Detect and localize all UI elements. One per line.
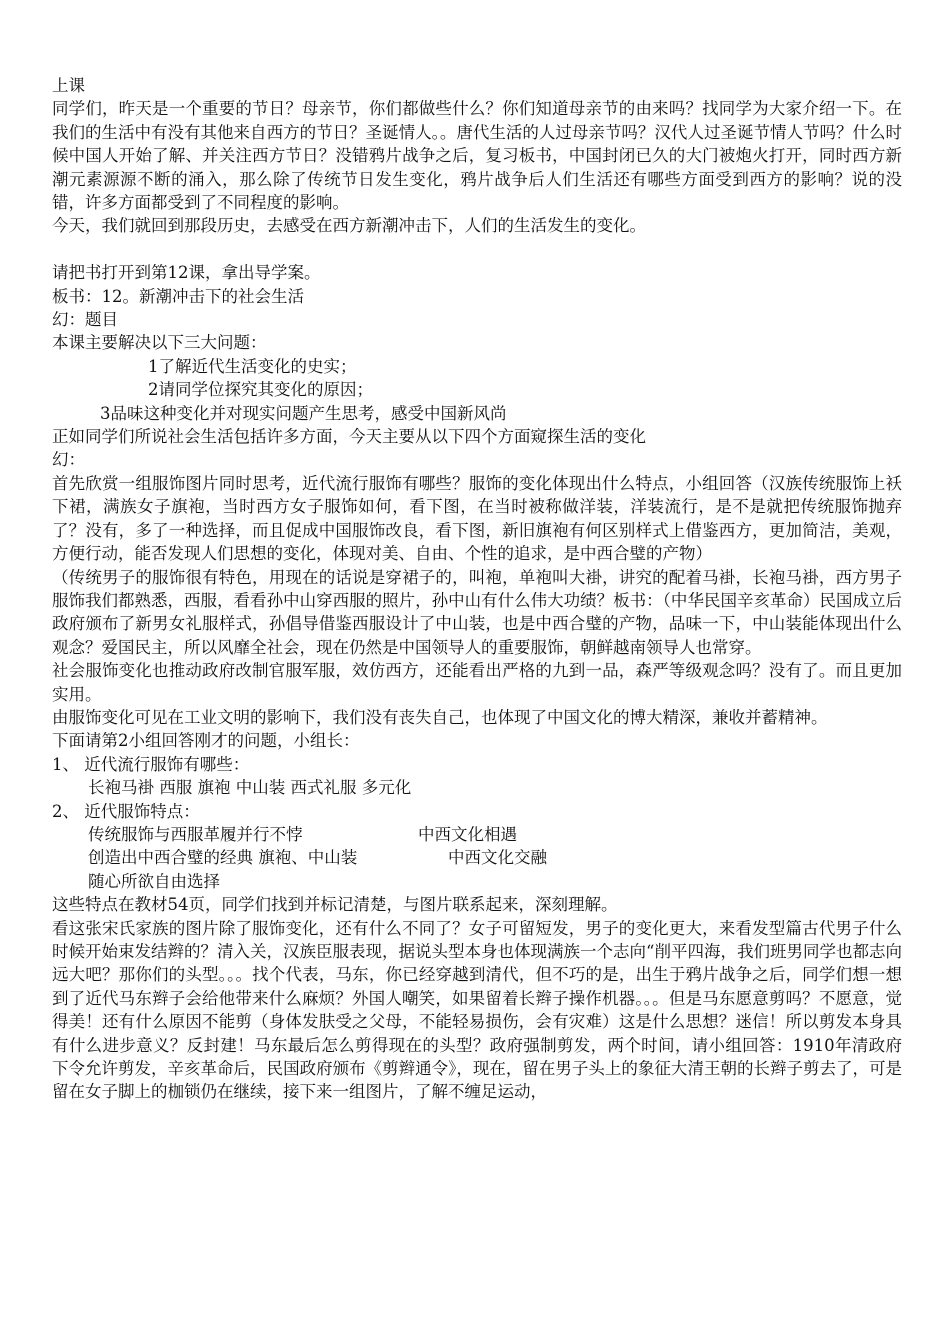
blank-line — [52, 238, 902, 261]
feature-row-2 — [52, 846, 902, 869]
intro-paragraph: 同学们，昨天是一个重要的节日？母亲节，你们都做些什么？你们知道母亲节的由来吗？找同学为大家介绍一下。在我们的生活中有没有其他来自西方的节日？圣诞情人。。唐代生活的人过母亲节吗？汉代人过圣诞节情人节吗？什么时候中国人开始了解、并关注西方节日？没错鸦片战争之后，复习板书，中国封闭已久的大门被炮火打开，同时西方新潮元素源源不断的涌入，那么除了传统节日发生变化，鸦片战争后人们生活还有哪些方面受到西方的影响？说的没错，许多方面都受到了不同程度的影响。 — [52, 99, 902, 213]
feature-row-3: 随心所欲自由选择 — [88, 871, 220, 891]
feature-1-text: 传统服饰与西服革履并行不悖 — [88, 824, 303, 844]
clothing-paragraph-3: 社会服饰变化也推动政府改制官服军服，效仿西方，还能看出严格的九到一品，森严等级观念吗？没有了。而且更加实用。 — [52, 661, 902, 704]
slide-mark: 幻： — [52, 450, 85, 470]
board-title: 板书：12。新潮冲击下的社会生活 — [52, 286, 304, 306]
question-2-label: 2、 近代服饰特点： — [52, 801, 200, 821]
open-book-instruction: 请把书打开到第12课，拿出导学案。 — [52, 263, 321, 283]
textbook-note: 这些特点在教材54页，同学们找到并标记清楚，与图片联系起来，深刻理解。 — [52, 895, 618, 915]
feature-row-1 — [52, 823, 902, 846]
question-1-label: 1、 近代流行服饰有哪些： — [52, 754, 250, 774]
feature-2-meaning: 中西文化交融 — [448, 848, 547, 868]
group2-intro: 下面请第2小组回答刚才的问题，小组长： — [52, 731, 360, 751]
clothing-paragraph-1: 首先欣赏一组服饰图片同时思考，近代流行服饰有哪些？服饰的变化体现出什么特点，小组回答（汉族传统服饰上袄下裙，满族女子旗袍，当时西方女子服饰如何，看下图，在当时被称做洋装，洋装流行，是不是就把传统服饰抛弃了？没有，多了一种选择，而且促成中国服饰改良，看下图，新旧旗袍有何区别样式上借鉴西方，更加简洁，美观，方便行动，能否发现人们思想的变化，体现对美、自由、个性的追求，是中西合璧的产物） — [52, 473, 902, 564]
clothing-paragraph-4: 由服饰变化可见在工业文明的影响下，我们没有丧失自己，也体现了中国文化的博大精深，兼收并蓄精神。 — [52, 707, 828, 727]
four-aspects-note: 正如同学们所说社会生活包括许多方面，今天主要从以下四个方面窥探生活的变化 — [52, 427, 646, 447]
slide-title: 幻：题目 — [52, 310, 118, 330]
lesson-plan-text — [52, 74, 902, 1104]
issue-item-3: 3品味这种变化并对现实问题产生思考，感受中国新风尚 — [100, 403, 507, 423]
heading-class-start: 上课 — [52, 76, 85, 95]
clothing-paragraph-2: （传统男子的服饰很有特色，用现在的话说是穿裙子的，叫袍，单袍叫大褂，讲究的配着马褂，长袍马褂，西方男子服饰我们都熟悉，西服，看看孙中山穿西服的照片，孙中山有什么伟大功绩？板书：（中华民国辛亥革命）民国成立后政府颁布了新男女礼服样式，孙倡导借鉴西服设计了中山装，也是中西合璧的产物，品味一下，中山装能体现出什么观念？爱国民主，所以风靡全社会，现在仍然是中国领导人的重要服饰，朝鲜越南领导人也常穿。 — [52, 567, 902, 657]
feature-1-meaning: 中西文化相遇 — [418, 824, 517, 844]
main-issues-intro: 本课主要解决以下三大问题： — [52, 333, 267, 353]
issue-item-2: 2请同学位探究其变化的原因； — [148, 380, 373, 400]
issue-item-1: 1了解近代生活变化的史实； — [148, 356, 357, 376]
hairstyle-paragraph: 看这张宋氏家族的图片除了服饰变化，还有什么不同了？女子可留短发，男子的变化更大，来看发型篇古代男子什么时候开始束发结辫的？清入关，汉族臣服表现，据说头型本身也体现满族一个志向“削平四海，我们班男同学也都志向远大吧？那你们的头型。。。找个代表，马东，你已经穿越到清代，但不巧的是，出生于鸦片战争之后，同学们想一想到了近代马东辫子会给他带来什么麻烦？外国人嘲笑，如果留着长辫子操作机器。。。但是马东愿意剪吗？不愿意，觉得美！还有什么原因不能剪（身体发肤受之父母，不能轻易损伤，会有灾难）这是什么思想？迷信！所以剪发本身具有什么进步意义？反封建！马东最后怎么剪得现在的头型？政府强制剪发，两个时间，请小组回答：1910年清政府下令允许剪发，辛亥革命后，民国政府颁布《剪辫通令》，现在，留在男子头上的象征大清王朝的长辫子剪去了，可是留在女子脚上的枷锁仍在继续，接下来一组图片，了解不缠足运动， — [52, 918, 902, 1102]
question-1-answer: 长袍马褂 西服 旗袍 中山装 西式礼服 多元化 — [88, 778, 412, 798]
feature-2-text: 创造出中西合璧的经典 旗袍、中山装 — [88, 848, 358, 868]
intro-paragraph-2: 今天，我们就回到那段历史，去感受在西方新潮冲击下，人们的生活发生的变化。 — [52, 216, 646, 236]
